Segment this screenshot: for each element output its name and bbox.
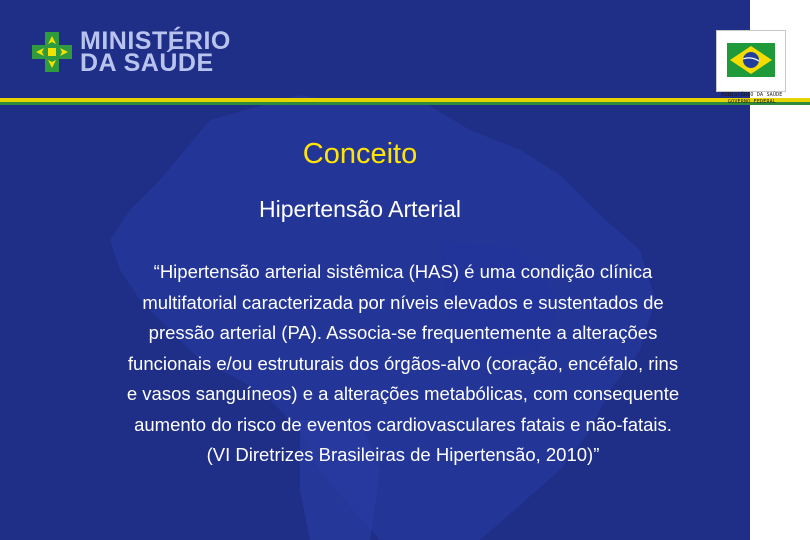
- paragraph-line: multifatorial caracterizada por níveis elevados e sustentados de: [142, 291, 664, 313]
- paragraph-line: aumento do risco de eventos cardiovasculares fatais e não-fatais.: [134, 413, 672, 435]
- brand-caption: [716, 92, 788, 106]
- paragraph-line: (VI Diretrizes Brasileiras de Hipertensão, 2010)”: [206, 444, 600, 465]
- logo-line-2: DA SAÚDE: [80, 49, 214, 77]
- paragraph-line: e vasos sanguíneos) e a alterações metabólicas, com consequente: [126, 383, 680, 404]
- header-rule-green: [0, 102, 810, 105]
- paragraph-line: pressão arterial (PA). Associa-se frequentemente a alterações: [148, 322, 658, 343]
- definition-paragraph: [58, 257, 748, 471]
- ministry-logo: [30, 27, 231, 77]
- health-cross-icon: [30, 30, 74, 74]
- logo-line-1: MINISTÉRIO: [80, 27, 231, 55]
- brazil-flag-icon: [716, 30, 786, 92]
- paragraph-line: funcionais e/ou estruturais dos órgãos-alvo (coração, encéfalo, rins: [127, 352, 679, 374]
- slide-title: Conceito: [302, 138, 418, 170]
- paragraph-line: “Hipertensão arterial sistêmica (HAS) é uma condição clínica: [153, 261, 653, 282]
- ministry-logo-text: [80, 27, 231, 77]
- brand-caption-line-2: GOVERNO FEDERAL: [727, 99, 777, 105]
- slide-subtitle: Hipertensão Arterial: [259, 196, 461, 222]
- brand-caption-line-1: MINISTÉRIO DA SAÚDE: [721, 92, 783, 98]
